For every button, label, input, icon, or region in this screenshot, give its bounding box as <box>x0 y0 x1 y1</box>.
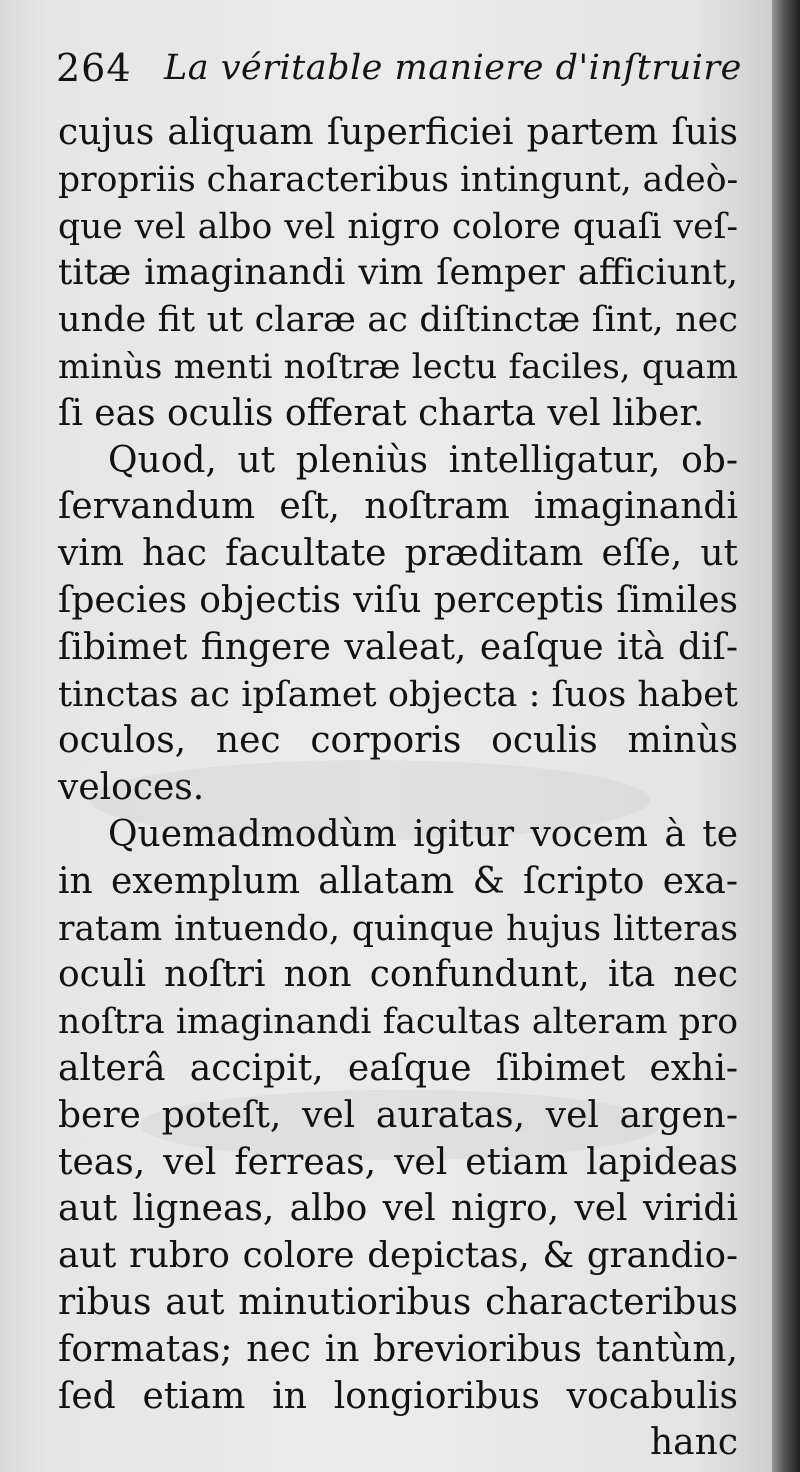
text-line: veloces. <box>58 767 205 809</box>
text-line: ratam intuendo, quinque hujus litteras <box>58 908 738 949</box>
text-line: tinctas ac ipſamet objecta : ſuos habet <box>58 674 738 715</box>
text-line: ſpecies objectis viſu perceptis ſimiles <box>58 579 738 621</box>
text-line: teas, vel ferreas, vel etiam lapideas <box>58 1141 738 1183</box>
text-line: cujus aliquam ſuperficiei partem ſuis <box>58 112 738 153</box>
text-line: aut rubro colore depictas, & grandio- <box>58 1235 738 1277</box>
catchword: hanc <box>650 1422 738 1464</box>
text-line: oculi noſtri non confundunt, ita nec <box>58 954 738 996</box>
text-line: unde fit ut claræ ac diſtinctæ ſint, nec <box>58 300 738 341</box>
text-line: ribus aut minutioribus characteribus <box>58 1281 738 1323</box>
text-line: alterâ accipit, eaſque ſibimet exhi- <box>58 1047 738 1089</box>
text-line: in exemplum allatam & ſcripto exa- <box>58 860 738 902</box>
text-line: ſi eas oculis offerat charta vel liber. <box>58 392 705 434</box>
book-gutter <box>772 0 800 1472</box>
text-line: formatas; nec in brevioribus tantùm, <box>58 1328 738 1370</box>
text-line: aut ligneas, albo vel nigro, vel viridi <box>58 1188 738 1230</box>
text-line: ſed etiam in longioribus vocabulis <box>58 1375 738 1417</box>
text-line: vim hac facultate præditam eſſe, ut <box>58 533 738 575</box>
paragraph-first-line: Quemadmodùm igitur vocem à te <box>108 813 738 855</box>
text-line: ſervandum eſt, noſtram imaginandi <box>58 486 738 528</box>
body-text <box>58 110 738 1467</box>
text-line: titæ imaginandi vim ſemper afficiunt, <box>58 252 738 294</box>
text-line: noſtra imaginandi facultas alteram pro <box>58 1002 738 1043</box>
paragraph-first-line: Quod, ut pleniùs intelligatur, ob- <box>108 439 738 481</box>
text-line: ſibimet fingere valeat, eaſque ità diſ- <box>58 626 738 668</box>
text-line: bere poteſt, vel auratas, vel argen- <box>58 1094 738 1136</box>
running-title: La véritable maniere d'inſtruire <box>164 48 742 88</box>
text-line: minùs menti noſtræ lectu faciles, quam <box>58 346 738 387</box>
page-number: 264 <box>56 46 132 90</box>
text-line: propriis characteribus intingunt, adeò- <box>58 159 739 200</box>
running-header <box>56 38 746 98</box>
text-line: que vel albo vel nigro colore quaſi veſ- <box>58 206 738 247</box>
text-line: oculos, nec corporis oculis minùs <box>58 720 738 762</box>
